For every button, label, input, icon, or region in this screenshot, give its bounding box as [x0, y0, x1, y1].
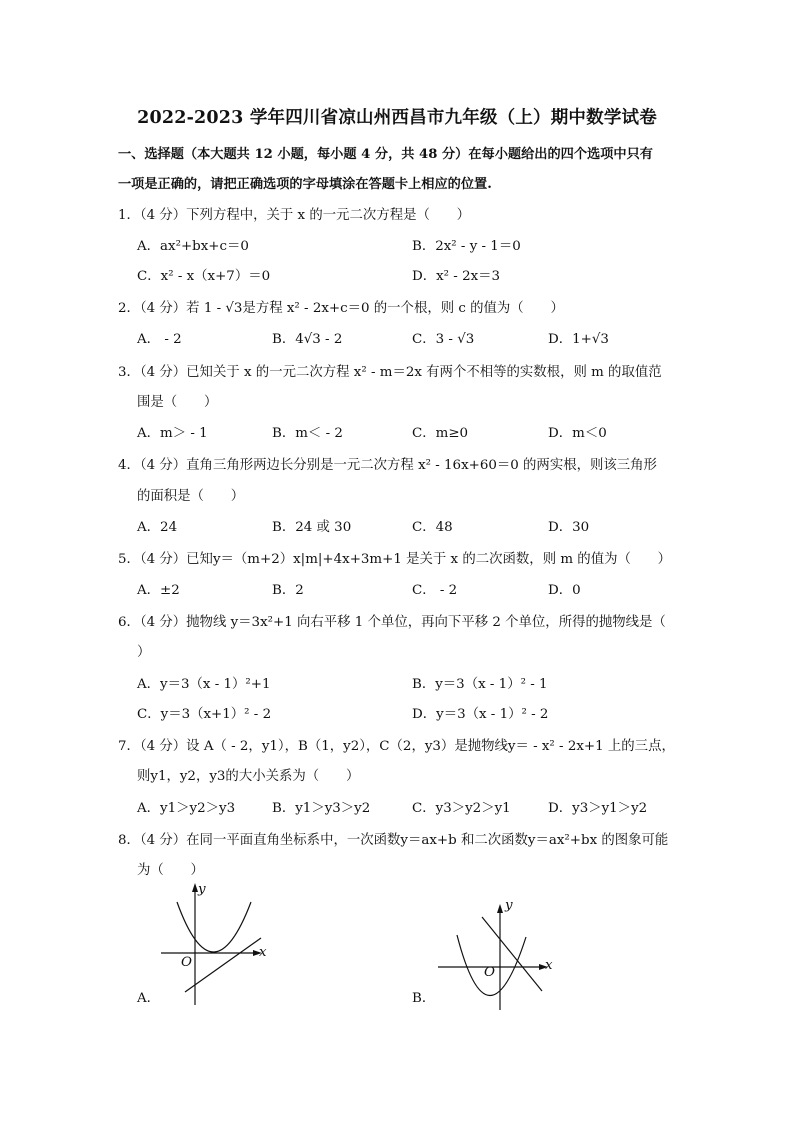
q5-option-b: B．2	[272, 583, 304, 598]
question-4	[118, 457, 657, 475]
q2-option-d: D．1+√3	[548, 332, 609, 347]
q1-option-a: A．ax²+bx+c＝0	[137, 239, 249, 254]
question-7	[118, 738, 675, 756]
graph-b-origin: O	[484, 965, 495, 980]
question-3	[118, 364, 662, 382]
graph-option-b	[432, 895, 557, 1015]
q1-option-d: D．x² - 2x＝3	[412, 269, 501, 284]
q2-option-b: B．4√3 - 2	[272, 332, 343, 347]
q5-option-a: A．±2	[137, 583, 180, 598]
q6-option-b: B．y＝3（x - 1）² - 1	[412, 677, 548, 692]
question-5	[118, 551, 671, 569]
graph-b-y-label: y	[505, 898, 513, 913]
question-text: 设 A（ - 2，y1），B（1，y2），C（2，y3）是抛物线y＝ - x² - 2x+1 上的三点，	[186, 739, 675, 754]
question-2	[118, 300, 564, 318]
q3-option-b: B．m＜ - 2	[272, 426, 343, 441]
graph-a-x-label: x	[259, 945, 267, 960]
q6-option-c: C．y＝3（x+1）² - 2	[137, 707, 272, 722]
question-6-cont: ）	[137, 645, 151, 660]
q7-option-a: A．y1＞y2＞y3	[137, 801, 236, 816]
q3-option-d: D．m＜0	[548, 426, 607, 441]
q3-option-c: C．m≥0	[412, 426, 469, 441]
question-number: 3．（4 分）	[118, 365, 187, 380]
q7-option-c: C．y3＞y2＞y1	[412, 801, 511, 816]
question-7-cont: 则y1，y2，y3的大小关系为（ ）	[137, 769, 360, 784]
q1-option-b: B．2x² - y - 1＝0	[412, 239, 521, 254]
line-function	[185, 938, 261, 992]
question-6	[118, 614, 666, 632]
q6-option-a: A．y＝3（x - 1）²+1	[137, 677, 271, 692]
question-number: 8．（4 分）	[118, 833, 187, 848]
q2-option-a: A． - 2	[137, 332, 182, 347]
graph-a-y-label: y	[198, 882, 206, 897]
q3-option-a: A．m＞ - 1	[137, 426, 208, 441]
q6-option-d: D．y＝3（x - 1）² - 2	[412, 707, 549, 722]
question-number: 4．（4 分）	[118, 458, 187, 473]
question-text: 在同一平面直角坐标系中，一次函数y＝ax+b 和二次函数y＝ax²+bx 的图象可能	[186, 833, 669, 848]
q8-option-b: B．	[412, 991, 436, 1006]
question-text: 若 1 - √3是方程 x² - 2x+c＝0 的一个根，则 c 的值为（ ）	[186, 301, 564, 316]
parabola	[177, 902, 251, 952]
section-heading-line2: 一项是正确的，请把正确选项的字母填涂在答题卡上相应的位置.	[118, 177, 492, 192]
q7-option-b: B．y1＞y3＞y2	[272, 801, 371, 816]
page-title: 2022-2023 学年四川省凉山州西昌市九年级（上）期中数学试卷	[137, 108, 657, 128]
question-number: 5．（4 分）	[118, 552, 187, 567]
q2-option-c: C．3 - √3	[412, 332, 475, 347]
question-4-cont: 的面积是（ ）	[137, 489, 245, 504]
question-1	[118, 207, 470, 225]
q5-option-c: C． - 2	[412, 583, 458, 598]
question-number: 2．（4 分）	[118, 301, 187, 316]
graph-a-origin: O	[181, 955, 192, 970]
section-heading-line1: 一、选择题（本大题共 12 小题，每小题 4 分，共 48 分）在每小题给出的四个选项中只有	[118, 147, 653, 162]
question-3-cont: 围是（ ）	[137, 395, 218, 410]
y-axis-arrow	[497, 904, 503, 913]
question-8	[118, 832, 668, 850]
question-text: 抛物线 y＝3x²+1 向右平移 1 个单位，再向下平移 2 个单位，所得的抛物线是（	[186, 615, 666, 630]
question-number: 6．（4 分）	[118, 615, 187, 630]
question-8-cont: 为（ ）	[137, 863, 204, 878]
question-text: 已知y＝（m+2）x|m|+4x+3m+1 是关于 x 的二次函数，则 m 的值为（ ）	[186, 552, 672, 567]
q8-option-a: A．	[137, 991, 161, 1006]
q4-option-c: C．48	[412, 520, 453, 535]
question-text: 下列方程中，关于 x 的一元二次方程是（ ）	[186, 208, 471, 223]
q5-option-d: D．0	[548, 583, 581, 598]
question-number: 7．（4 分）	[118, 739, 187, 754]
q1-option-c: C．x² - x（x+7）＝0	[137, 269, 271, 284]
q4-option-a: A．24	[137, 520, 178, 535]
graph-option-a	[155, 880, 275, 1010]
q4-option-b: B．24 或 30	[272, 520, 352, 535]
question-text: 直角三角形两边长分别是一元二次方程 x² - 16x+60＝0 的两实根，则该三角形	[186, 458, 657, 473]
graph-b-x-label: x	[545, 958, 553, 973]
question-number: 1．（4 分）	[118, 208, 187, 223]
q4-option-d: D．30	[548, 520, 590, 535]
q7-option-d: D．y3＞y1＞y2	[548, 801, 648, 816]
question-text: 已知关于 x 的一元二次方程 x² - m＝2x 有两个不相等的实数根，则 m 的取值范	[186, 365, 662, 380]
